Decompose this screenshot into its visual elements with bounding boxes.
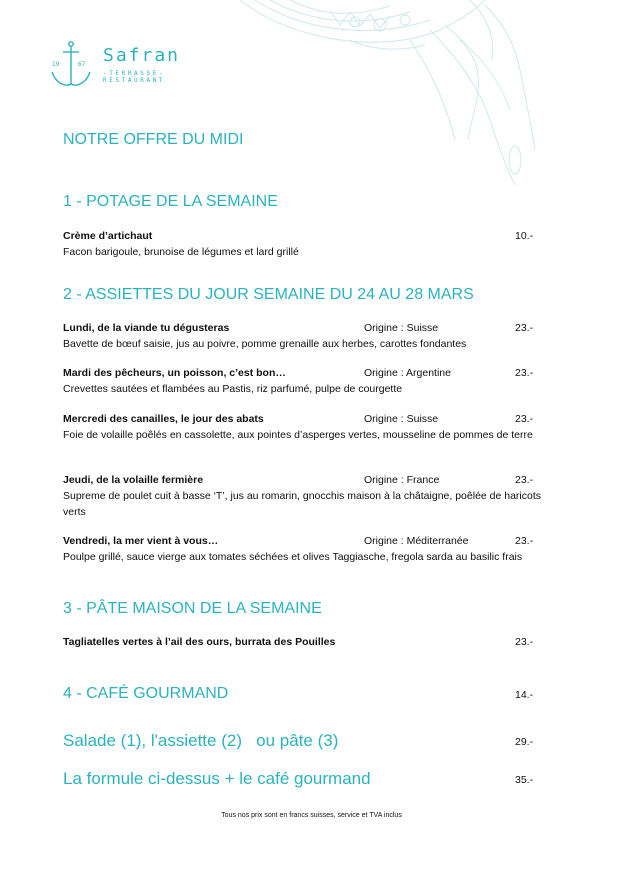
assiette-description: Poulpe grillé, sauce vierge aux tomates séchées et olives Taggiasche, fregola sarda au basilic frais — [63, 551, 523, 563]
pate-item-name: Tagliatelles vertes à l’ail des ours, burrata des Pouilles — [63, 636, 336, 648]
assiette-price: 23.- — [515, 322, 534, 334]
assiette-name: Mercredi des canailles, le jour des abats — [63, 413, 264, 425]
section-assiettes-heading: 2 - ASSIETTES DU JOUR SEMAINE DU 24 AU 28 MARS — [63, 286, 474, 303]
section-potage-heading: 1 - POTAGE DE LA SEMAINE — [63, 193, 278, 210]
assiette-origin: Origine : France — [364, 474, 440, 486]
assiette-price: 23.- — [515, 474, 534, 486]
assiette-description: Foie de volaille poêlés en cassolette, aux pointes d’asperges vertes, mousseline de pommes de terre — [63, 429, 533, 441]
assiette-name: Vendredi, la mer vient à vous… — [63, 535, 219, 547]
logo-year-right: 67 — [78, 61, 86, 68]
combo-2-price: 35.- — [515, 774, 534, 786]
assiette-name: Mardi des pêcheurs, un poisson, c’est bon… — [63, 367, 286, 379]
logo-year-left: 19 — [52, 61, 60, 68]
assiette-description: Crevettes sautées et flambées au Pastis, riz parfumé, pulpe de courgette — [63, 383, 403, 395]
assiette-origin: Origine : Argentine — [364, 367, 451, 379]
potage-price: 10.- — [515, 230, 534, 242]
assiette-name: Lundi, de la viande tu dégusteras — [63, 322, 230, 334]
assiette-description: Bavette de bœuf saisie, jus au poivre, pomme grenaille aux herbes, carottes fondantes — [63, 338, 467, 350]
combo-1-price: 29.- — [515, 736, 534, 748]
potage-item-name: Crème d’artichaut — [63, 230, 153, 242]
potage-description: Facon barigoule, brunoise de légumes et lard grillé — [63, 246, 299, 258]
assiette-price: 23.- — [515, 367, 534, 379]
assiette-origin: Origine : Suisse — [364, 322, 439, 334]
assiette-name: Jeudi, de la volaille fermière — [63, 474, 204, 486]
pate-price: 23.- — [515, 636, 534, 648]
combo-1-label: Salade (1), l'assiette (2) ou pâte (3) — [63, 731, 339, 750]
jellyfish-illustration — [230, 0, 560, 190]
assiette-origin: Origine : Suisse — [364, 413, 439, 425]
brand-line-2: RESTAURANT — [103, 77, 166, 84]
brand-line-1: -TERRASSE- — [103, 70, 166, 77]
brand-name: Safran — [103, 45, 181, 66]
assiette-price: 23.- — [515, 413, 534, 425]
assiette-description: Supreme de poulet cuit à basse ‘T’, jus au romarin, gnocchis maison à la châtaigne, poêlée de haricots verts — [63, 490, 542, 518]
cafe-price: 14.- — [515, 689, 534, 701]
section-cafe-heading: 4 - CAFÉ GOURMAND — [63, 685, 229, 702]
combo-2-label: La formule ci-dessus + le café gourmand — [63, 769, 371, 788]
assiette-price: 23.- — [515, 535, 534, 547]
section-pate-heading: 3 - PÂTE MAISON DE LA SEMAINE — [63, 600, 322, 617]
assiette-origin: Origine : Méditerranée — [364, 535, 469, 547]
page-title: NOTRE OFFRE DU MIDI — [63, 131, 244, 148]
footer-note: Tous nos prix sont en francs suisses, service et TVA inclus — [221, 812, 402, 819]
